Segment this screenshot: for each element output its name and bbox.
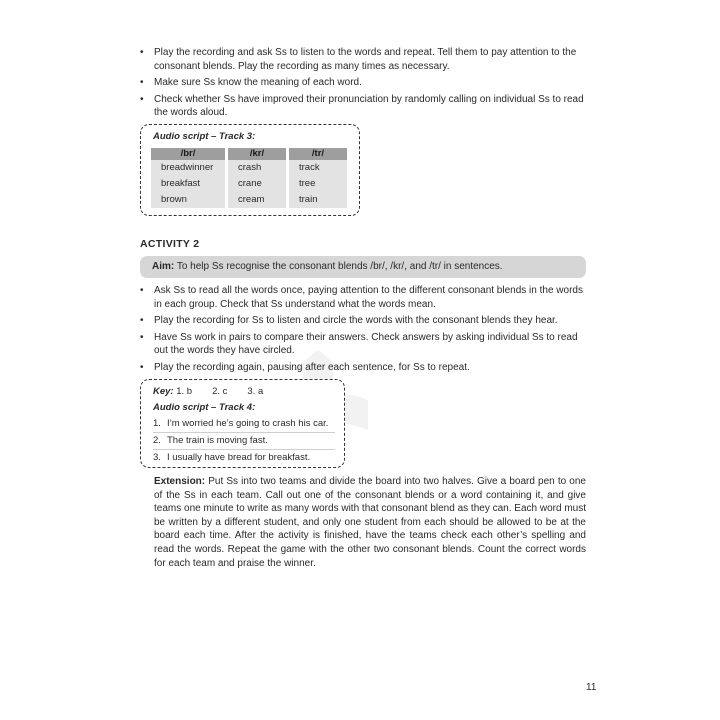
answer: 1. b — [176, 386, 193, 397]
sentence-number: 3. — [153, 452, 161, 463]
aim-label: Aim: — [152, 261, 175, 272]
audio-script-track3-box — [140, 124, 360, 216]
list-item: • Check whether Ss have improved their pronunciation by randomly calling on individual Ss to read the words aloud. — [140, 93, 586, 120]
activity-heading: ACTIVITY 2 — [140, 238, 200, 250]
extension-paragraph — [154, 475, 586, 570]
list-item: • Play the recording again, pausing after each sentence, for Ss to repeat. — [140, 361, 586, 375]
answer: 2. c — [212, 386, 228, 397]
list-item: • Have Ss work in pairs to compare their answers. Check answers by asking individual Ss to read out the words they have circled. — [140, 331, 586, 358]
aim-text: To help Ss recognise the consonant blends /br/, /kr/, and /tr/ in sentences. — [176, 261, 503, 272]
sentence-text: I usually have bread for breakfast. — [167, 452, 311, 463]
table-header: /br/ — [151, 148, 225, 160]
table-cell: breadwinner — [151, 160, 225, 176]
sentence-number: 1. — [153, 418, 161, 429]
table-cell: breakfast — [151, 176, 225, 192]
sentence-number: 2. — [153, 435, 161, 446]
sentence-text: The train is moving fast. — [167, 435, 268, 446]
table-row — [151, 192, 347, 208]
list-item: • Play the recording and ask Ss to listen to the words and repeat. Tell them to pay attention to the consonant blends. Play the recording as many times as necessary. — [140, 46, 586, 73]
answer: 3. a — [247, 386, 264, 397]
table-cell: track — [289, 160, 347, 176]
table-cell: brown — [151, 192, 225, 208]
audio-script-title: Audio script – Track 4: — [153, 402, 256, 413]
table-cell: crane — [228, 176, 286, 192]
list-item: • Play the recording for Ss to listen and circle the words with the consonant blends they hear. — [140, 314, 586, 328]
table-cell: train — [289, 192, 347, 208]
extension-text: Put Ss into two teams and divide the board into two halves. Give a board pen to one of the Ss in each team. Call out one of the consonant blends or a word containing it, and give teams one minute to write as many words with that consonant blend as they can. Each word must be written by a different student, and only one student from each should be allowed to be at the board each time. After the activity is finished, have the teams check each other’s spelling and read the words. Repeat the game with the other two consonant blends. Count the correct words for each team and praise the winner. — [154, 476, 586, 569]
answer-key-row — [153, 386, 263, 397]
sentence-text: I’m worried he’s going to crash his car. — [167, 418, 329, 429]
list-item — [153, 433, 335, 450]
aim-bar — [140, 256, 586, 278]
sentence-list — [153, 416, 335, 466]
table-cell: crash — [228, 160, 286, 176]
list-item — [153, 450, 335, 466]
list-item — [153, 416, 335, 433]
table-header: /tr/ — [289, 148, 347, 160]
blends-table — [148, 148, 350, 208]
table-cell: cream — [228, 192, 286, 208]
key-audio-track4-box — [140, 379, 345, 468]
table-header: /kr/ — [228, 148, 286, 160]
table-cell: tree — [289, 176, 347, 192]
list-item: • Ask Ss to read all the words once, paying attention to the different consonant blends in the words in each group. Check that Ss understand what the words mean. — [140, 284, 586, 311]
table-row — [151, 176, 347, 192]
audio-script-title: Audio script – Track 3: — [153, 131, 256, 142]
table-row — [151, 160, 347, 176]
list-item: • Make sure Ss know the meaning of each word. — [140, 76, 586, 90]
activity-instructions-list — [140, 284, 586, 377]
page-number: 11 — [586, 682, 597, 693]
top-instructions-list — [140, 46, 586, 123]
extension-label: Extension: — [154, 476, 206, 487]
key-label: Key: — [153, 386, 174, 397]
